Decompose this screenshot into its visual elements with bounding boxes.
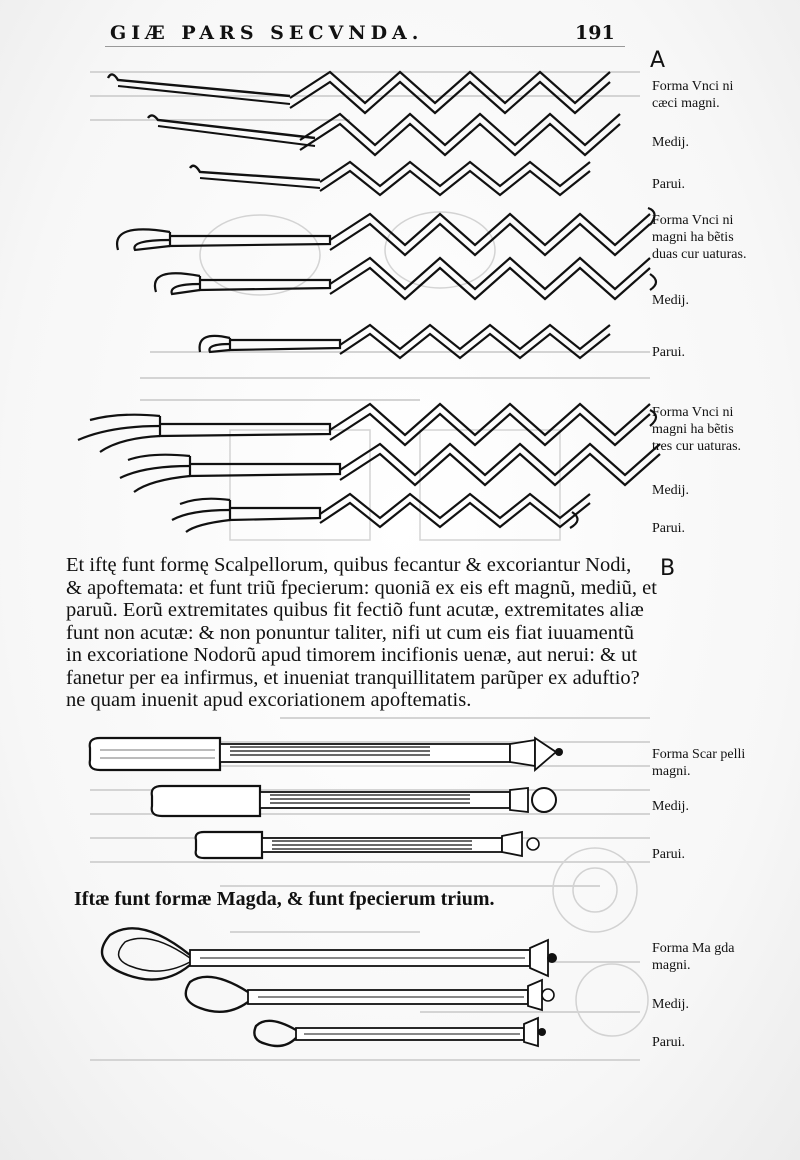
label-hooks-two-curves-small: Parui.: [652, 345, 686, 360]
label-hooks-one-curve-small: Parui.: [652, 177, 686, 192]
label-hooks-one-curve: Forma Vnci ni cæci magni.: [652, 79, 734, 111]
label-magda-small: Parui.: [652, 1035, 686, 1050]
hook-single-curve-large: [108, 72, 610, 113]
magda-caption: Iftæ funt formæ Magda, & funt fpecierum trium.: [74, 888, 495, 910]
label-scalpels-medium: Medij.: [652, 799, 689, 814]
body-paragraph: [66, 554, 666, 712]
hook-two-curves-small: [200, 325, 610, 358]
scalpel-large: [90, 738, 563, 770]
hook-two-curves-large: [117, 208, 654, 255]
page-number: 191: [575, 22, 615, 44]
label-hooks-three-curves-small: Parui.: [652, 521, 686, 536]
magda-large: [102, 928, 557, 979]
hook-three-curves-small: [172, 494, 590, 532]
hook-three-curves-medium: [120, 444, 660, 492]
body-line: in excoriatione Nodorũ apud timorem incifionis uenæ, aut nerui: & ut: [66, 644, 638, 666]
section-marker-a: A: [650, 48, 666, 73]
body-line: Et iftę funt formę Scalpellorum, quibus fecantur & excoriantur Nodi,: [66, 554, 632, 576]
body-line: fanetur per ea infirmus, et inueniat tranquillitatem parũper ex aduftio?: [66, 666, 640, 689]
scalpel-medium: [152, 786, 556, 816]
body-line: & apoftemata: et funt triũ fpecierum: quoniã ex eis eft magnũ, mediũ, et: [66, 576, 657, 599]
hook-single-curve-small: [190, 162, 590, 195]
label-hooks-three-curves-medium: Medij.: [652, 483, 689, 498]
label-hooks-one-curve-medium: Medij.: [652, 135, 689, 150]
hook-two-curves-medium: [155, 258, 656, 299]
label-hooks-three-curves: Forma Vnci ni magni ha bẽtis tres cur uaturas.: [652, 405, 742, 454]
magda-small: [254, 1018, 546, 1046]
label-scalpels: Forma Scar pelli magni.: [652, 747, 746, 779]
label-hooks-two-curves: Forma Vnci ni magni ha bẽtis duas cur uaturas.: [652, 213, 747, 262]
body-line: paruũ. Eorũ extremitates quibus fit fectiõ funt acutæ, extremitates aliæ: [66, 599, 644, 621]
body-line: ne quam inuenit apud excoriationem apoftematis.: [66, 689, 472, 711]
body-line: funt non acutæ: & non ponuntur taliter, nifi ut cum eis fiat iuuamentũ: [66, 621, 634, 644]
hook-single-curve-medium: [148, 114, 620, 155]
label-magda: Forma Ma gda magni.: [652, 941, 735, 973]
magda-medium: [186, 977, 554, 1012]
label-hooks-two-curves-medium: Medij.: [652, 293, 689, 308]
scalpel-small: [196, 832, 539, 858]
hook-three-curves-large: [78, 404, 656, 452]
label-scalpels-small: Parui.: [652, 847, 686, 862]
running-header: GIÆ PARS SECVNDA.: [110, 22, 424, 44]
section-marker-b: B: [660, 556, 676, 581]
label-magda-medium: Medij.: [652, 997, 689, 1012]
